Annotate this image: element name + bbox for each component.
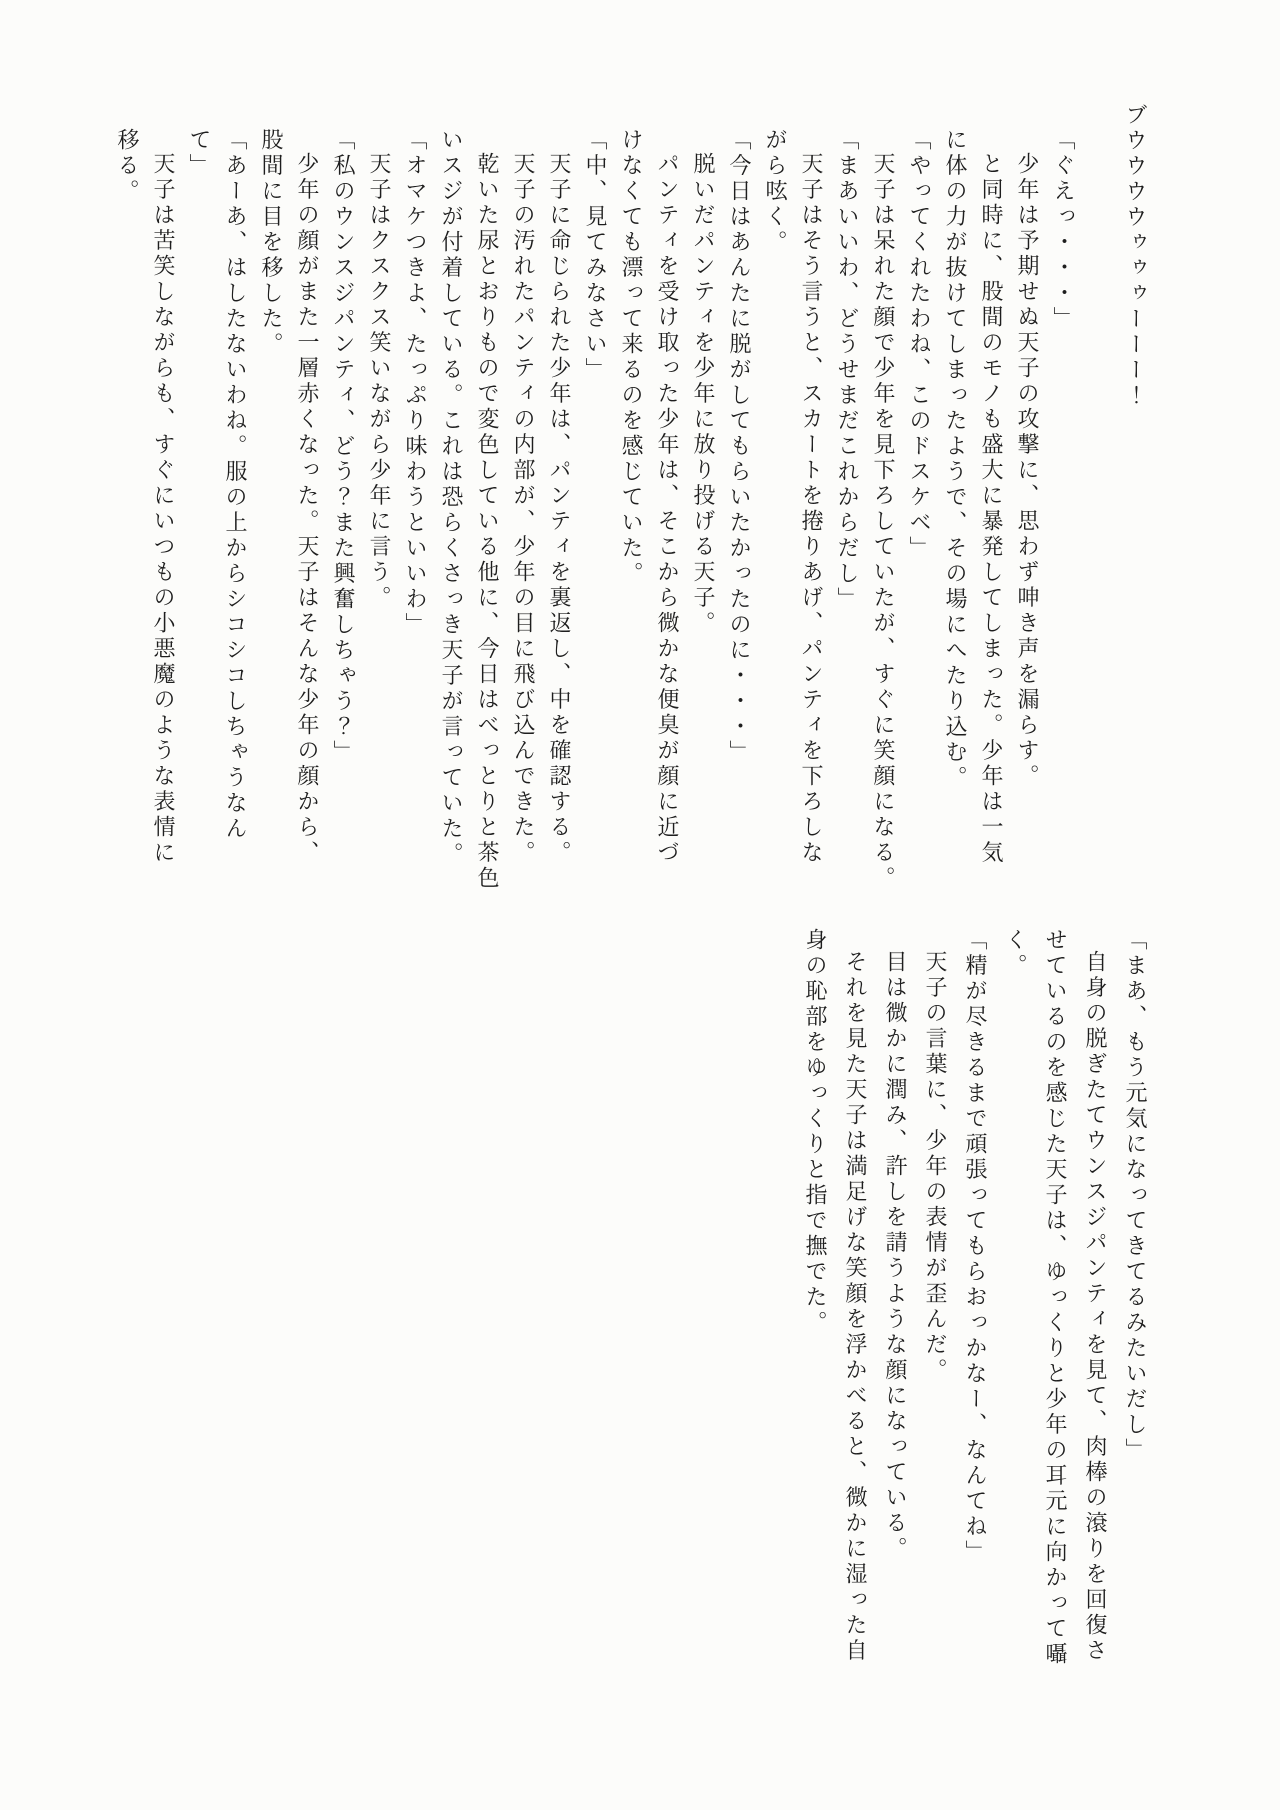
text-line: 少年の顔がまた一層赤くなった。天子はそんな少年の顔から、 bbox=[295, 152, 320, 866]
text-line: けなくても漂って来るのを感じていた。 bbox=[619, 128, 644, 587]
text-line: 天子はそう言うと、スカートを捲りあげ、パンティを下ろしな bbox=[799, 152, 824, 866]
text-line: と同時に、股間のモノも盛大に暴発してしまった。少年は一気 bbox=[979, 152, 1004, 866]
text-line: 「ぐえっ・・・」 bbox=[1051, 128, 1076, 332]
text-block-upper bbox=[102, 103, 1146, 903]
text-block-lower bbox=[786, 928, 1146, 1698]
text-line: 「まあいいわ、どうせまだこれからだし」 bbox=[835, 128, 860, 613]
text-line: がら呟く。 bbox=[763, 128, 788, 256]
text-line: 「あーあ、はしたないわね。服の上からシコシコしちゃうなん bbox=[223, 128, 248, 842]
text-line: 天子の言葉に、少年の表情が歪んだ。 bbox=[923, 950, 948, 1384]
text-line: ブウウウウゥゥゥーーー！ bbox=[1123, 103, 1148, 409]
text-line: て」 bbox=[187, 128, 212, 179]
text-line: 股間に目を移した。 bbox=[259, 128, 284, 358]
text-line: 少年は予期せぬ天子の攻撃に、思わず呻き声を漏らす。 bbox=[1015, 152, 1040, 790]
text-line: 「私のウンスジパンティ、どう？また興奮しちゃう？」 bbox=[331, 128, 356, 766]
text-line: 「今日はあんたに脱がしてもらいたかったのに・・・」 bbox=[727, 128, 752, 766]
text-line: 脱いだパンティを少年に放り投げる天子。 bbox=[691, 152, 716, 637]
text-line: 天子に命じられた少年は、パンティを裏返し、中を確認する。 bbox=[547, 152, 572, 866]
text-line: 「中、見てみなさい」 bbox=[583, 128, 608, 383]
text-line: く。 bbox=[1003, 928, 1028, 979]
text-line: 「オマケつきよ、たっぷり味わうといいわ」 bbox=[403, 128, 428, 638]
text-line: それを見た天子は満足げな笑顔を浮かべると、微かに湿った自 bbox=[843, 950, 868, 1664]
text-line: 「やってくれたわね、このドスケベ」 bbox=[907, 128, 932, 562]
text-line: パンティを受け取った少年は、そこから微かな便臭が顔に近づ bbox=[655, 152, 680, 866]
text-line: せているのを感じた天子は、ゆっくりと少年の耳元に向かって囁 bbox=[1043, 928, 1068, 1668]
text-line: に体の力が抜けてしまったようで、その場にへたり込む。 bbox=[943, 128, 968, 791]
text-line: 天子はクスクス笑いながら少年に言う。 bbox=[367, 152, 392, 611]
text-line: 乾いた尿とおりもので変色している他に、今日はべっとりと茶色 bbox=[475, 152, 500, 892]
text-line: 移る。 bbox=[115, 128, 140, 205]
text-line: 身の恥部をゆっくりと指で撫でた。 bbox=[803, 928, 828, 1336]
text-line: 天子は呆れた顔で少年を見下ろしていたが、すぐに笑顔になる。 bbox=[871, 152, 896, 892]
text-line: 「精が尽きるまで頑張ってもらおっかなー、なんてね」 bbox=[963, 928, 988, 1566]
text-line: 目は微かに潤み、許しを請うような顔になっている。 bbox=[883, 950, 908, 1562]
text-line: 天子は苦笑しながらも、すぐにいつもの小悪魔のような表情に bbox=[151, 152, 176, 866]
text-line: 自身の脱ぎたてウンスジパンティを見て、肉棒の滾りを回復さ bbox=[1083, 950, 1108, 1664]
text-line: 「まあ、もう元気になってきてるみたいだし」 bbox=[1123, 928, 1148, 1464]
text-line: 天子の汚れたパンティの内部が、少年の目に飛び込んできた。 bbox=[511, 152, 536, 866]
text-line: いスジが付着している。これは恐らくさっき天子が言っていた。 bbox=[439, 128, 464, 868]
